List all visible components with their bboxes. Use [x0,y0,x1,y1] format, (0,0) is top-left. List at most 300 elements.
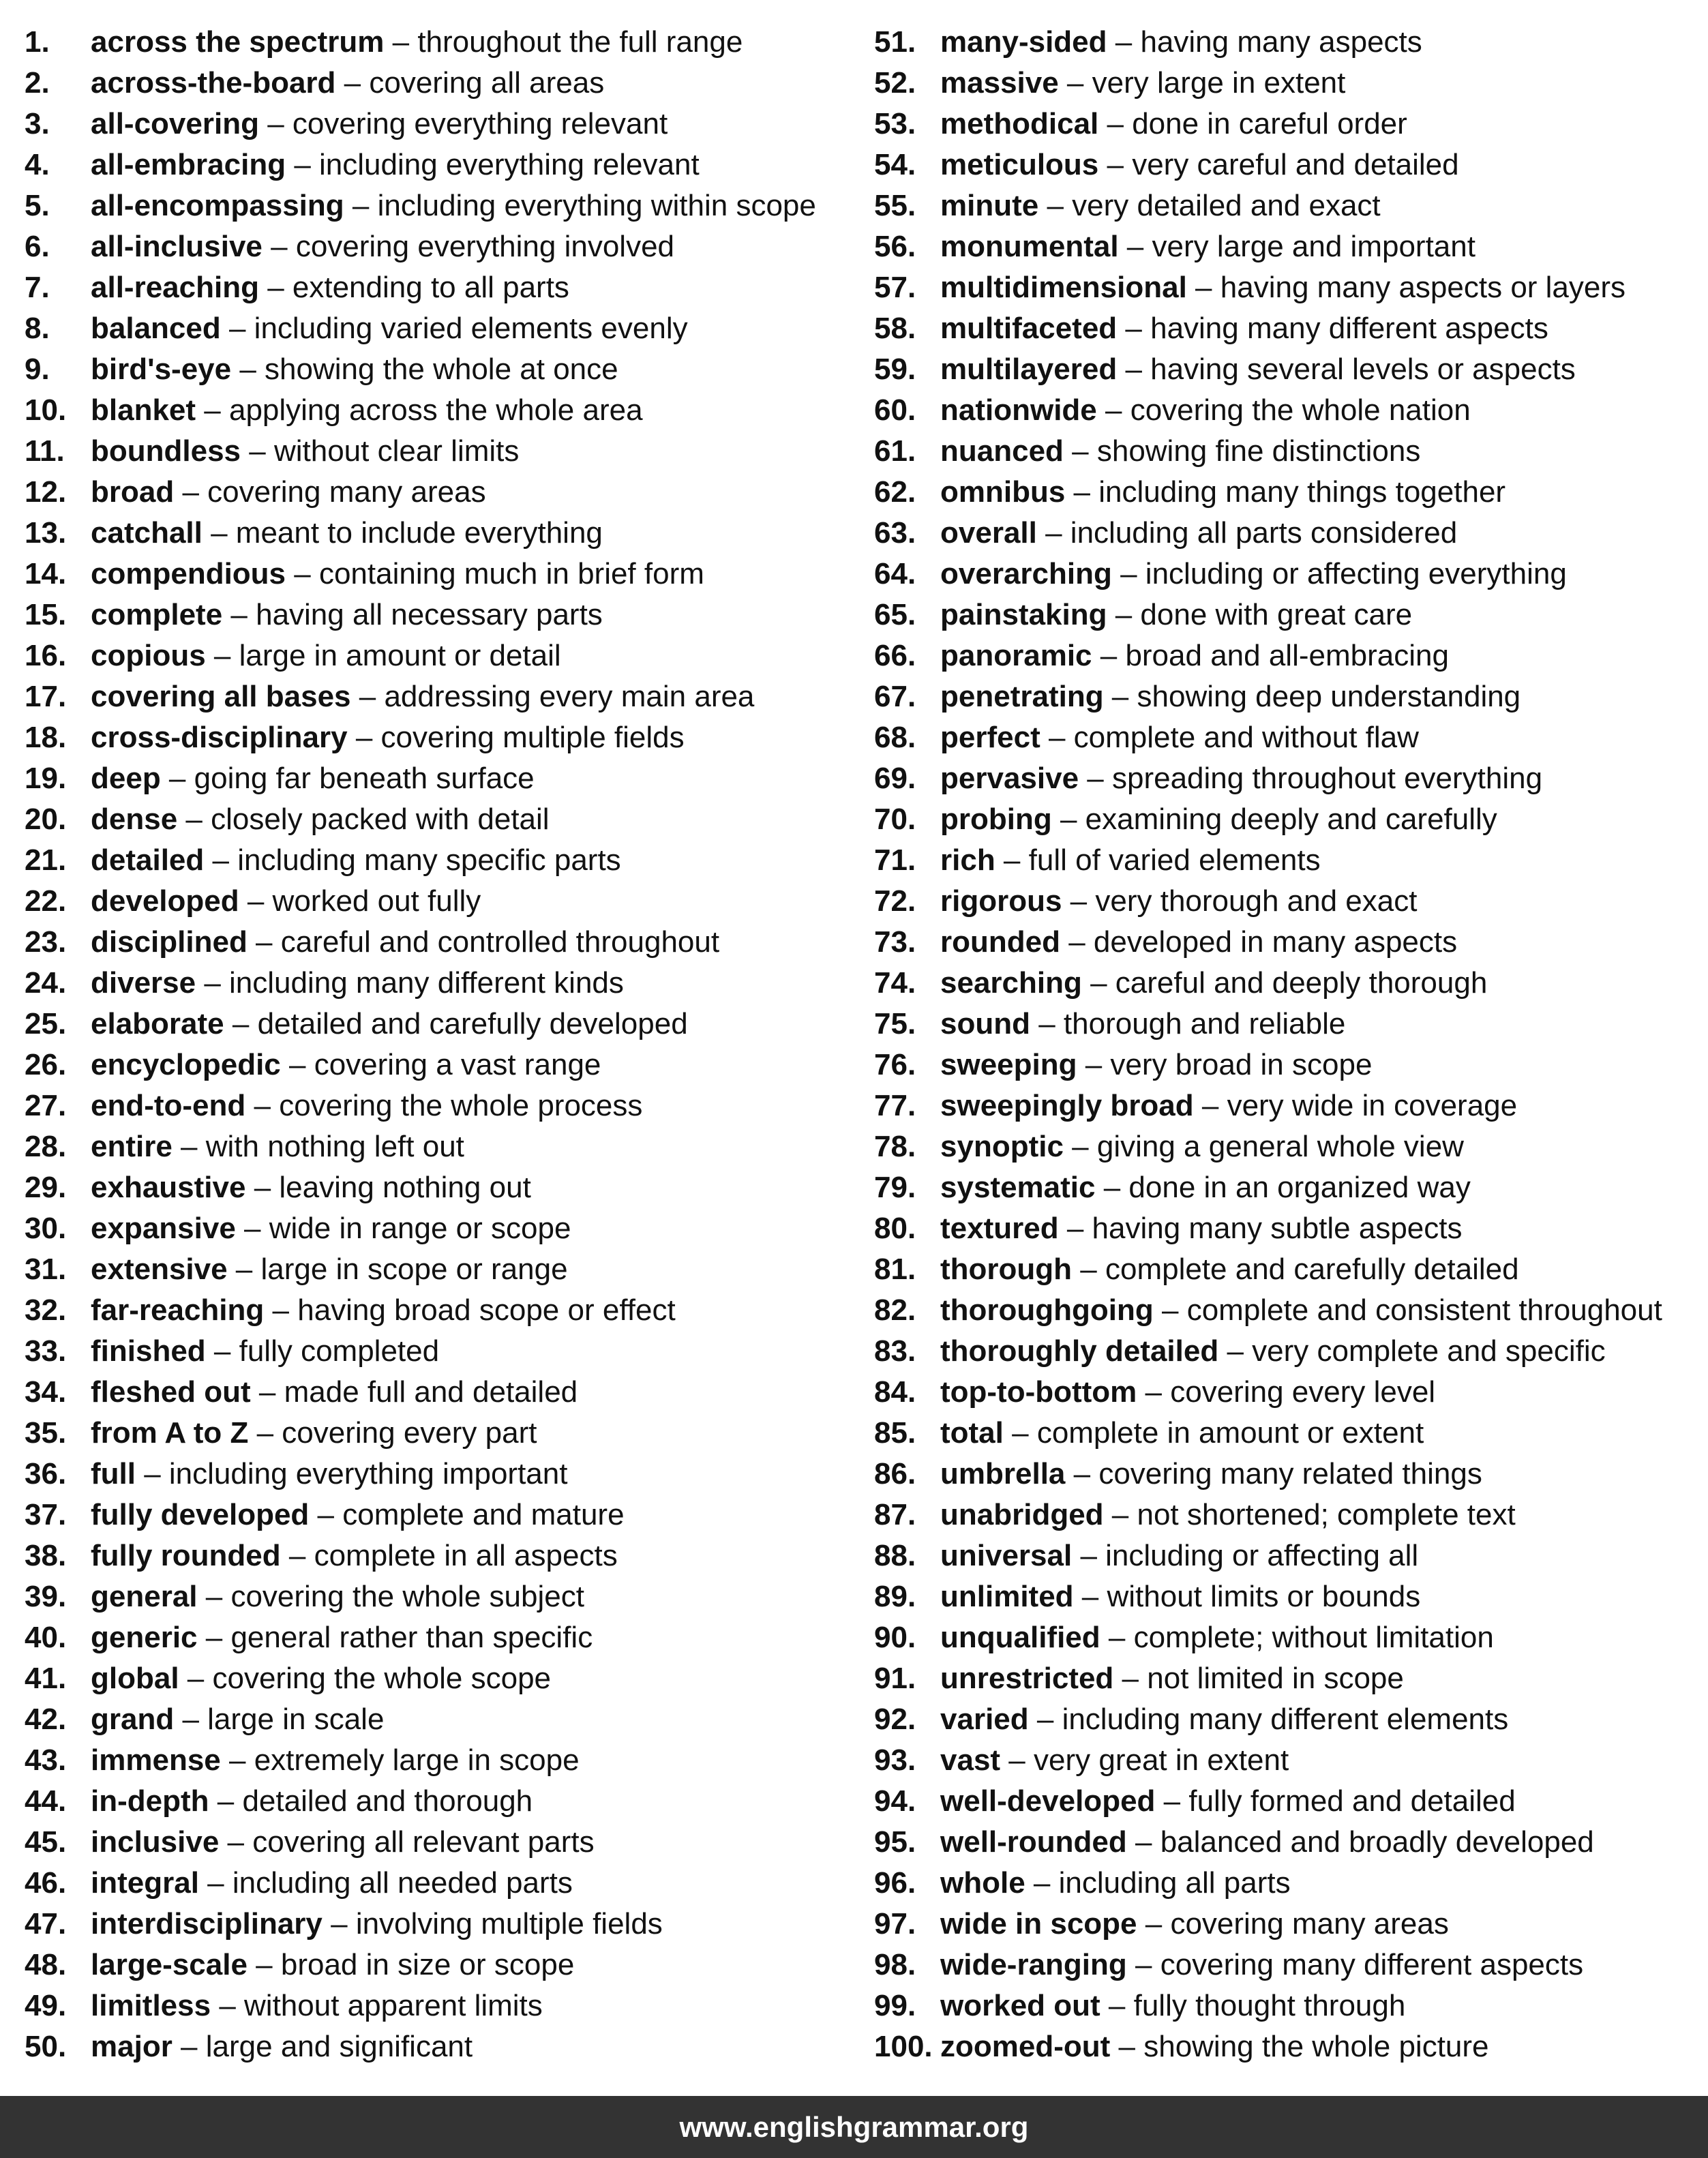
item-term: total [940,1416,1004,1450]
list-item [874,1248,1703,1289]
item-number: 66. [874,639,916,672]
list-item [874,389,1703,430]
item-term: large-scale [91,1948,248,1981]
item-separator: – [177,803,211,836]
item-number: 36. [25,1457,67,1490]
item-separator: – [1100,1989,1134,2022]
item-separator: – [1065,1457,1099,1490]
item-number: 73. [874,925,916,959]
item-separator: – [1060,925,1094,959]
list-item [874,716,1703,757]
item-term: major [91,2030,173,2063]
item-definition: including everything within scope [377,189,816,222]
item-separator: – [248,1416,282,1450]
item-separator: – [202,516,236,550]
item-number: 84. [874,1375,916,1409]
item-separator: – [247,1948,281,1981]
list-item [25,430,856,470]
item-definition: detailed and thorough [242,1784,533,1818]
list-item [25,1739,856,1780]
list-item [874,1575,1703,1616]
item-separator: – [1193,1089,1227,1122]
list-item [25,1616,856,1657]
item-definition: including or affecting everything [1145,557,1567,590]
list-item [874,1289,1703,1330]
list-item [874,1739,1703,1780]
item-separator: – [1118,230,1152,263]
item-term: thoroughgoing [940,1293,1154,1327]
item-number: 75. [874,1007,916,1040]
item-definition: without clear limits [273,434,520,468]
item-definition: showing the whole picture [1143,2030,1489,2063]
list-item [25,184,856,225]
item-term: massive [940,66,1059,100]
item-definition: throughout the full range [417,25,743,59]
list-item [25,470,856,511]
item-term: pervasive [940,762,1079,795]
item-definition: very detailed and exact [1072,189,1381,222]
item-term: general [91,1580,198,1613]
item-separator: – [1058,66,1092,100]
item-number: 44. [25,1784,67,1818]
item-separator: – [280,1048,314,1081]
item-term: limitless [91,1989,211,2022]
item-number: 83. [874,1334,916,1368]
item-separator: – [1111,557,1145,590]
list-item [874,143,1703,184]
item-term: fleshed out [91,1375,251,1409]
item-separator: – [1063,434,1097,468]
item-number: 31. [25,1253,67,1286]
item-definition: having several levels or aspects [1150,353,1576,386]
item-separator: – [220,312,254,345]
item-term: global [91,1662,179,1695]
item-definition: broad and all-embracing [1125,639,1449,672]
list-item [25,593,856,634]
item-definition: leaving nothing out [279,1171,531,1204]
item-number: 10. [25,393,67,427]
item-term: many-sided [940,25,1107,59]
item-separator: – [1113,1662,1148,1695]
item-number: 16. [25,639,67,672]
item-number: 25. [25,1007,67,1040]
item-number: 61. [874,434,916,468]
item-term: interdisciplinary [91,1907,323,1940]
item-definition: fully thought through [1133,1989,1406,2022]
item-term: vast [940,1743,1001,1777]
item-term: synoptic [940,1130,1064,1163]
item-term: extensive [91,1253,228,1286]
item-term: entire [91,1130,173,1163]
item-number: 22. [25,884,67,918]
item-term: panoramic [940,639,1092,672]
item-number: 6. [25,230,50,263]
item-term: all-inclusive [91,230,263,263]
item-term: multilayered [940,353,1118,386]
item-definition: complete and carefully detailed [1105,1253,1519,1286]
list-item [874,511,1703,552]
item-number: 62. [874,475,916,509]
list-item [25,20,856,61]
item-number: 96. [874,1866,916,1900]
list-item [25,1411,856,1452]
list-item [874,61,1703,102]
item-number: 95. [874,1825,916,1859]
item-definition: with nothing left out [205,1130,464,1163]
list-item [874,1698,1703,1739]
item-number: 72. [874,884,916,918]
item-definition: covering the whole subject [230,1580,584,1613]
list-item [25,1125,856,1166]
item-number: 2. [25,66,50,100]
item-separator: – [1092,639,1126,672]
item-term: rigorous [940,884,1062,918]
item-term: exhaustive [91,1171,246,1204]
item-definition: complete and without flaw [1073,721,1419,754]
item-term: inclusive [91,1825,220,1859]
item-definition: covering all areas [369,66,605,100]
item-term: overarching [940,557,1112,590]
item-separator: – [197,1621,231,1654]
list-item [874,266,1703,307]
item-separator: – [135,1457,169,1490]
item-definition: large in scale [207,1703,385,1736]
item-number: 39. [25,1580,67,1613]
list-item [25,1943,856,1984]
item-term: perfect [940,721,1040,754]
item-definition: thorough and reliable [1063,1007,1346,1040]
item-separator: – [309,1498,343,1531]
item-separator: – [1153,1293,1187,1327]
item-term: textured [940,1212,1059,1245]
item-number: 64. [874,557,916,590]
item-separator: – [995,843,1029,877]
item-number: 77. [874,1089,916,1122]
item-term: generic [91,1621,198,1654]
item-definition: including or affecting all [1105,1539,1419,1572]
item-number: 71. [874,843,916,877]
item-term: painstaking [940,598,1107,631]
item-separator: – [286,148,320,181]
item-term: disciplined [91,925,248,959]
item-term: from A to Z [91,1416,249,1450]
item-number: 65. [874,598,916,631]
list-item [25,511,856,552]
item-term: developed [91,884,239,918]
item-definition: having many different aspects [1150,312,1548,345]
item-term: fully developed [91,1498,310,1531]
item-definition: done in careful order [1132,107,1407,140]
item-definition: including many specific parts [237,843,621,877]
item-number: 21. [25,843,67,877]
item-number: 14. [25,557,67,590]
item-definition: complete in all aspects [314,1539,618,1572]
list-item [874,1820,1703,1861]
item-separator: – [1065,475,1099,509]
item-definition: worked out fully [272,884,481,918]
item-number: 60. [874,393,916,427]
list-item [25,1984,856,2025]
item-number: 28. [25,1130,67,1163]
item-term: universal [940,1539,1073,1572]
item-definition: including varied elements evenly [254,312,688,345]
list-item [25,143,856,184]
item-separator: – [1137,1907,1171,1940]
list-item [874,593,1703,634]
item-number: 37. [25,1498,67,1531]
item-separator: – [245,1171,280,1204]
item-number: 82. [874,1293,916,1327]
list-item [25,1002,856,1043]
item-term: far-reaching [91,1293,265,1327]
list-item [874,1043,1703,1084]
item-number: 70. [874,803,916,836]
list-item [25,225,856,266]
item-definition: large in amount or detail [239,639,561,672]
item-term: encyclopedic [91,1048,281,1081]
item-definition: showing the whole at once [265,353,618,386]
list-item [25,1902,856,1943]
item-term: penetrating [940,680,1104,713]
list-item [874,225,1703,266]
item-separator: – [322,1907,356,1940]
item-number: 79. [874,1171,916,1204]
item-term: all-reaching [91,271,259,304]
item-number: 20. [25,803,67,836]
item-number: 29. [25,1171,67,1204]
item-definition: very thorough and exact [1095,884,1418,918]
item-separator: – [350,680,385,713]
item-term: grand [91,1703,175,1736]
item-term: cross-disciplinary [91,721,348,754]
item-term: searching [940,966,1082,1000]
item-number: 26. [25,1048,67,1081]
item-separator: – [258,107,293,140]
item-number: 49. [25,1989,67,2022]
item-definition: having all necessary parts [256,598,603,631]
item-term: varied [940,1703,1029,1736]
item-definition: covering the whole nation [1130,393,1471,427]
list-item [25,634,856,675]
list-item [25,1493,856,1534]
footer-website: www.englishgrammar.org [679,2111,1029,2143]
list-item [874,1125,1703,1166]
item-term: across-the-board [91,66,336,100]
item-definition: balanced and broadly developed [1160,1825,1594,1859]
list-item [25,1370,856,1411]
item-definition: covering everything relevant [292,107,668,140]
footer-bar [0,2096,1708,2158]
item-term: whole [940,1866,1025,1900]
item-term: unqualified [940,1621,1100,1654]
item-separator: – [1103,680,1137,713]
item-term: unabridged [940,1498,1104,1531]
item-definition: closely packed with detail [211,803,550,836]
list-item [874,1207,1703,1248]
item-number: 99. [874,1989,916,2022]
item-definition: complete and consistent throughout [1186,1293,1662,1327]
list-item [874,1902,1703,1943]
item-separator: – [247,925,281,959]
item-separator: – [1077,1048,1111,1081]
list-item [25,102,856,143]
list-item [25,2025,856,2066]
right-column [874,20,1703,2066]
item-separator: – [220,1743,254,1777]
list-item [874,1616,1703,1657]
item-separator: – [1058,1212,1092,1245]
item-definition: large and significant [205,2030,473,2063]
item-term: umbrella [940,1457,1066,1490]
item-term: sweepingly broad [940,1089,1194,1122]
item-number: 81. [874,1253,916,1286]
item-definition: careful and controlled throughout [280,925,720,959]
item-definition: including all parts considered [1070,516,1458,550]
list-item [25,798,856,839]
item-separator: – [1137,1375,1171,1409]
item-definition: without limits or bounds [1107,1580,1421,1613]
item-separator: – [1081,966,1115,1000]
item-definition: showing fine distinctions [1096,434,1421,468]
item-term: well-rounded [940,1825,1127,1859]
item-number: 87. [874,1498,916,1531]
item-definition: covering every part [282,1416,537,1450]
list-item [874,1411,1703,1452]
item-separator: – [196,966,230,1000]
item-definition: containing much in brief form [318,557,704,590]
item-separator: – [258,271,293,304]
item-separator: – [1051,803,1085,836]
item-number: 63. [874,516,916,550]
item-term: catchall [91,516,203,550]
item-separator: – [179,1662,213,1695]
item-separator: – [211,1989,245,2022]
item-definition: complete; without limitation [1133,1621,1494,1654]
item-term: thorough [940,1253,1073,1286]
item-definition: very large and important [1152,230,1475,263]
item-definition: going far beneath surface [194,762,535,795]
item-number: 45. [25,1825,67,1859]
item-number: 80. [874,1212,916,1245]
item-separator: – [1098,107,1133,140]
list-item [874,470,1703,511]
item-number: 27. [25,1089,67,1122]
item-separator: – [1103,1498,1137,1531]
item-term: thoroughly detailed [940,1334,1219,1368]
item-separator: – [280,1539,314,1572]
item-number: 18. [25,721,67,754]
item-separator: – [222,598,256,631]
list-item [874,1780,1703,1820]
item-separator: – [384,25,418,59]
item-definition: made full and detailed [284,1375,578,1409]
item-number: 88. [874,1539,916,1572]
list-item [874,1370,1703,1411]
list-item [874,1984,1703,2025]
item-number: 34. [25,1375,67,1409]
list-item [25,1289,856,1330]
item-separator: – [1155,1784,1189,1818]
item-number: 7. [25,271,50,304]
list-item [25,1330,856,1370]
item-number: 43. [25,1743,67,1777]
item-separator: – [1110,2030,1144,2063]
list-item [25,1452,856,1493]
item-term: wide-ranging [940,1948,1127,1981]
list-item [25,1166,856,1207]
item-separator: – [1098,148,1133,181]
item-term: fully rounded [91,1539,281,1572]
item-term: bird's-eye [91,353,232,386]
item-definition: extremely large in scope [254,1743,580,1777]
item-definition: covering the whole scope [212,1662,552,1695]
item-separator: – [1107,25,1141,59]
item-number: 24. [25,966,67,1000]
item-number: 92. [874,1703,916,1736]
list-item [874,961,1703,1002]
item-definition: including many different elements [1062,1703,1509,1736]
item-number: 4. [25,148,50,181]
item-number: 68. [874,721,916,754]
item-separator: – [205,639,239,672]
item-separator: – [264,1293,298,1327]
item-definition: general rather than specific [230,1621,593,1654]
list-item [25,839,856,880]
item-term: balanced [91,312,221,345]
list-item [874,1861,1703,1902]
list-item [25,1043,856,1084]
item-term: full [91,1457,136,1490]
item-separator: – [245,1089,280,1122]
item-definition: broad in size or scope [280,1948,575,1981]
item-number: 46. [25,1866,67,1900]
list-item [25,1084,856,1125]
item-definition: fully formed and detailed [1188,1784,1516,1818]
item-separator: – [1040,721,1074,754]
item-term: deep [91,762,161,795]
list-item [25,675,856,716]
item-term: all-covering [91,107,259,140]
item-number: 69. [874,762,916,795]
item-definition: covering the whole process [279,1089,643,1122]
item-definition: done with great care [1140,598,1413,631]
item-separator: – [262,230,296,263]
list-item [874,1166,1703,1207]
item-separator: – [172,1130,206,1163]
list-item [25,757,856,798]
word-list [0,20,1708,2073]
item-separator: – [235,1212,269,1245]
item-separator: – [1079,762,1112,795]
item-separator: – [1030,1007,1064,1040]
item-definition: covering many areas [207,475,486,509]
item-term: unrestricted [940,1662,1114,1695]
item-number: 90. [874,1621,916,1654]
item-definition: covering a vast range [314,1048,601,1081]
item-number: 9. [25,353,50,386]
item-separator: – [335,66,370,100]
item-separator: – [160,762,194,795]
item-number: 40. [25,1621,67,1654]
list-item [25,1657,856,1698]
item-number: 5. [25,189,50,222]
item-number: 48. [25,1948,67,1981]
item-separator: – [239,884,273,918]
list-item [874,675,1703,716]
item-definition: showing deep understanding [1137,680,1521,713]
item-number: 11. [25,434,65,468]
item-definition: examining deeply and carefully [1085,803,1497,836]
